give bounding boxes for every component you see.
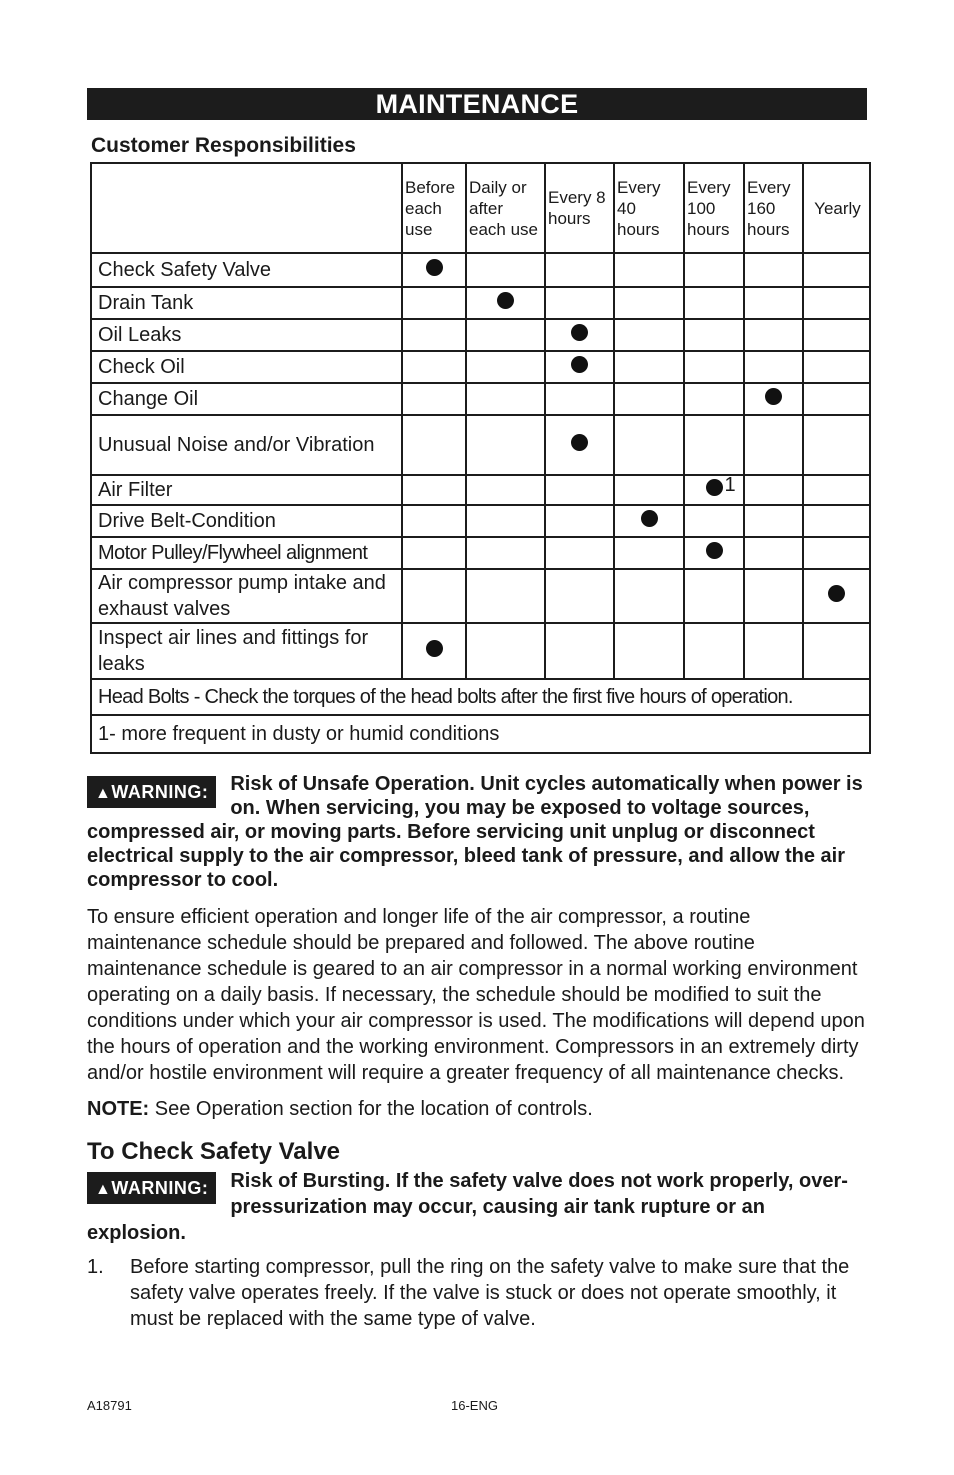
interval-header: Every 160 hours <box>744 163 803 253</box>
schedule-cell <box>803 569 870 623</box>
schedule-cell <box>402 415 466 475</box>
schedule-cell <box>803 287 870 319</box>
schedule-cell <box>614 569 684 623</box>
schedule-cell <box>744 475 803 505</box>
table-body <box>91 253 870 679</box>
interval-header: Every 8 hours <box>545 163 614 253</box>
schedule-cell <box>545 475 614 505</box>
schedule-cell <box>402 505 466 537</box>
task-name: Motor Pulley/Flywheel alignment <box>91 537 402 569</box>
schedule-cell <box>684 319 744 351</box>
schedule-cell <box>684 569 744 623</box>
interval-header: Every 40 hours <box>614 163 684 253</box>
table-row <box>91 351 870 383</box>
scheduled-dot-icon <box>571 356 588 373</box>
schedule-cell <box>803 415 870 475</box>
table-row <box>91 715 870 753</box>
table-row <box>91 569 870 623</box>
table-row <box>91 537 870 569</box>
table-row <box>91 679 870 715</box>
schedule-cell <box>545 623 614 679</box>
schedule-cell <box>545 569 614 623</box>
schedule-cell <box>803 351 870 383</box>
schedule-cell <box>684 537 744 569</box>
scheduled-dot-icon <box>426 259 443 276</box>
page-number: 16-ENG <box>451 1398 498 1413</box>
schedule-cell <box>466 351 545 383</box>
schedule-cell <box>684 351 744 383</box>
schedule-cell <box>744 569 803 623</box>
schedule-cell <box>614 383 684 415</box>
warning-text: Risk of Bursting. If the safety valve does not work properly, over-pressurization may occur, causing air tank rupture or an explosion. <box>87 1170 848 1244</box>
schedule-cell <box>545 253 614 287</box>
task-name: Air Filter <box>91 475 402 505</box>
task-name: Inspect air lines and fittings for leaks <box>91 623 402 679</box>
table-row <box>91 319 870 351</box>
schedule-cell <box>684 383 744 415</box>
schedule-cell <box>402 383 466 415</box>
schedule-cell <box>402 287 466 319</box>
scheduled-dot-icon <box>497 292 514 309</box>
task-name: Check Safety Valve <box>91 253 402 287</box>
page-title: MAINTENANCE <box>87 88 867 120</box>
schedule-cell <box>744 623 803 679</box>
task-name: Unusual Noise and/or Vibration <box>91 415 402 475</box>
warning-text: Risk of Unsafe Operation. Unit cycles automatically when power is on. When servicing, you may be exposed to voltage sources, compressed air, or moving parts. Before servicing unit unplug or disconnect electrical supply to the air compressor, bleed tank of pressure, and allow the air compressor to cool. <box>87 773 863 891</box>
schedule-cell <box>803 505 870 537</box>
table-header-row <box>91 163 870 253</box>
schedule-cell <box>744 415 803 475</box>
table-row <box>91 623 870 679</box>
schedule-cell <box>402 537 466 569</box>
schedule-cell <box>402 569 466 623</box>
warning-triangle-icon: ▲ <box>95 785 112 802</box>
schedule-cell <box>744 383 803 415</box>
schedule-cell <box>684 253 744 287</box>
schedule-cell <box>545 415 614 475</box>
schedule-cell <box>684 623 744 679</box>
table-row <box>91 253 870 287</box>
schedule-cell <box>614 623 684 679</box>
schedule-cell <box>744 505 803 537</box>
task-header <box>91 163 402 253</box>
schedule-cell <box>466 623 545 679</box>
schedule-cell <box>614 537 684 569</box>
page-content <box>87 88 867 1332</box>
schedule-cell <box>744 537 803 569</box>
schedule-cell <box>803 383 870 415</box>
schedule-cell <box>803 623 870 679</box>
scheduled-dot-icon <box>706 542 723 559</box>
scheduled-dot-icon <box>571 324 588 341</box>
document-code: A18791 <box>87 1398 132 1413</box>
schedule-cell <box>684 287 744 319</box>
scheduled-dot-icon <box>426 640 443 657</box>
schedule-cell <box>614 475 684 505</box>
schedule-cell <box>684 475 744 505</box>
schedule-cell <box>466 383 545 415</box>
schedule-cell <box>545 351 614 383</box>
note <box>87 1096 867 1122</box>
schedule-cell <box>744 351 803 383</box>
schedule-cell <box>466 505 545 537</box>
schedule-cell <box>684 415 744 475</box>
head-bolts-note: Head Bolts - Check the torques of the head bolts after the first five hours of operation. <box>91 679 870 715</box>
list-number: 1. <box>87 1256 104 1278</box>
table-row <box>91 415 870 475</box>
schedule-cell <box>466 319 545 351</box>
interval-header: Every 100 hours <box>684 163 744 253</box>
warning-label: WARNING: <box>111 782 209 802</box>
schedule-cell <box>402 351 466 383</box>
schedule-cell <box>803 253 870 287</box>
schedule-cell <box>402 253 466 287</box>
scheduled-dot-icon <box>706 479 723 496</box>
schedule-cell <box>614 253 684 287</box>
schedule-cell <box>402 319 466 351</box>
schedule-cell <box>614 287 684 319</box>
footnote-marker: 1 <box>724 474 736 496</box>
interval-header: Yearly <box>803 163 870 253</box>
schedule-cell <box>545 319 614 351</box>
maintenance-schedule-table <box>90 162 871 754</box>
scheduled-dot-icon <box>828 585 845 602</box>
table-row <box>91 383 870 415</box>
scheduled-dot-icon <box>765 388 782 405</box>
list-text: Before starting compressor, pull the ring on the safety valve to make sure that the safety valve operates freely. If the valve is stuck or does not operate smoothly, it must be replaced with the same type of valve. <box>130 1256 850 1330</box>
table-row <box>91 287 870 319</box>
task-name: Oil Leaks <box>91 319 402 351</box>
schedule-cell <box>614 505 684 537</box>
schedule-cell <box>466 475 545 505</box>
task-name: Drain Tank <box>91 287 402 319</box>
scheduled-dot-icon <box>571 434 588 451</box>
schedule-cell <box>466 287 545 319</box>
schedule-cell <box>803 319 870 351</box>
schedule-cell <box>803 475 870 505</box>
schedule-cell <box>614 351 684 383</box>
schedule-cell <box>545 287 614 319</box>
task-name: Air compressor pump intake and exhaust valves <box>91 569 402 623</box>
task-name: Drive Belt-Condition <box>91 505 402 537</box>
footnote-note: 1- more frequent in dusty or humid conditions <box>91 715 870 753</box>
table-row <box>91 475 870 505</box>
schedule-cell <box>466 253 545 287</box>
schedule-cell <box>545 383 614 415</box>
warning-badge <box>87 1172 216 1204</box>
scheduled-dot-icon <box>641 510 658 527</box>
schedule-cell <box>545 537 614 569</box>
schedule-cell <box>744 319 803 351</box>
task-name: Check Oil <box>91 351 402 383</box>
schedule-cell <box>402 623 466 679</box>
schedule-cell <box>614 415 684 475</box>
interval-header: Before each use <box>402 163 466 253</box>
schedule-cell <box>466 537 545 569</box>
body-paragraph: To ensure efficient operation and longer life of the air compressor, a routine maintenance schedule should be prepared and followed. The above routine maintenance schedule is geared to an air compressor in a normal working environment operating on a daily basis. If necessary, the schedule should be modified to suit the conditions under which your air compressor is used. The modifications will depend upon the hours of operation and the working environment. Compressors in an extremely dirty and/or hostile environment will require a greater frequency of all maintenance checks. <box>87 906 865 1084</box>
list-item <box>87 1254 867 1332</box>
interval-header: Daily or after each use <box>466 163 545 253</box>
warning-label: WARNING: <box>111 1178 209 1198</box>
safety-valve-heading: To Check Safety Valve <box>87 1138 341 1165</box>
section-title: Customer Responsibilities <box>91 134 356 157</box>
schedule-cell <box>803 537 870 569</box>
bursting-warning <box>87 1168 867 1246</box>
warning-triangle-icon: ▲ <box>95 1181 112 1198</box>
schedule-cell <box>744 253 803 287</box>
schedule-cell <box>402 475 466 505</box>
unsafe-operation-warning <box>87 772 867 892</box>
note-text: See Operation section for the location of controls. <box>149 1098 593 1120</box>
note-label: NOTE: <box>87 1098 150 1120</box>
warning-badge <box>87 776 216 808</box>
schedule-cell <box>684 505 744 537</box>
schedule-cell <box>614 319 684 351</box>
schedule-cell <box>744 287 803 319</box>
table-row <box>91 505 870 537</box>
schedule-cell <box>545 505 614 537</box>
task-name: Change Oil <box>91 383 402 415</box>
schedule-cell <box>466 415 545 475</box>
schedule-cell <box>466 569 545 623</box>
